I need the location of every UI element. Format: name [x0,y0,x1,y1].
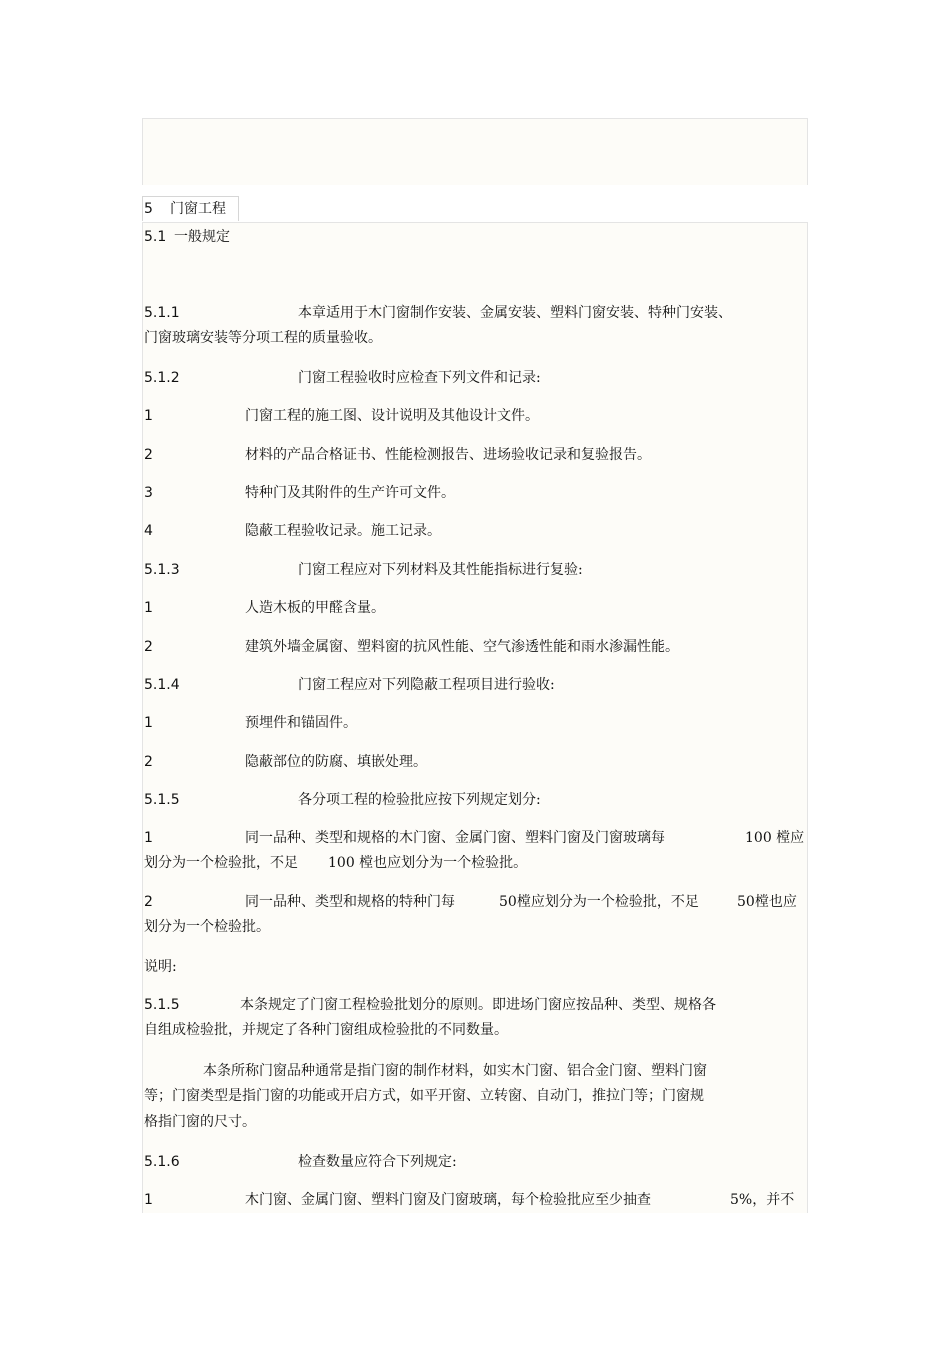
list-item: 划分为一个检验批，不足 [144,855,298,871]
list-item: 同一品种、类型和规格的木门窗、金属门窗、塑料门窗及门窗玻璃每 [245,830,665,846]
note-paragraph: 格指门窗的尺寸。 [144,1114,256,1130]
list-item: 同一品种、类型和规格的特种门每 [245,894,455,910]
section-title: 门窗工程 [170,201,226,217]
note-text: 本条规定了门窗工程检验批划分的原则。即进场门窗应按品种、类型、规格各 [240,997,716,1013]
list-number: 1 [144,715,153,731]
list-item: 100 樘也应划分为一个检验批。 [328,855,528,871]
list-number: 2 [144,754,153,770]
note-text: 自组成检验批，并规定了各种门窗组成检验批的不同数量。 [144,1022,508,1038]
subsection-title: 一般规定 [174,229,230,245]
list-item: 50樘也应 [737,894,797,910]
list-item: 100 樘应 [745,830,805,846]
list-item: 人造木板的甲醛含量。 [245,600,385,616]
list-item: 材料的产品合格证书、性能检测报告、进场验收记录和复验报告。 [245,447,651,463]
clause-number: 5.1.4 [144,677,180,693]
clause-number: 5.1.6 [144,1154,180,1170]
section-number: 5 [144,201,153,217]
list-number: 3 [144,485,153,501]
note-paragraph: 等；门窗类型是指门窗的功能或开启方式，如平开窗、立转窗、自动门，推拉门等；门窗规 [144,1088,704,1104]
list-item: 5%，并不 [730,1192,795,1208]
list-item: 预埋件和锚固件。 [245,715,357,731]
list-item: 隐蔽部位的防腐、填嵌处理。 [245,754,427,770]
list-number: 1 [144,408,153,424]
clause-number: 5.1.5 [144,997,180,1013]
note-paragraph: 本条所称门窗品种通常是指门窗的制作材料，如实木门窗、铝合金门窗、塑料门窗 [203,1063,707,1079]
clause-text: 门窗玻璃安装等分项工程的质量验收。 [144,330,382,346]
clause-text: 各分项工程的检验批应按下列规定划分: [298,792,541,808]
note-label: 说明: [144,959,177,975]
list-item: 木门窗、金属门窗、塑料门窗及门窗玻璃，每个检验批应至少抽查 [245,1192,651,1208]
clause-number: 5.1.2 [144,370,180,386]
clause-text: 门窗工程应对下列隐蔽工程项目进行验收: [298,677,555,693]
list-number: 2 [144,894,153,910]
clause-number: 5.1.5 [144,792,180,808]
list-item: 特种门及其附件的生产许可文件。 [245,485,455,501]
list-number: 1 [144,600,153,616]
list-number: 4 [144,523,153,539]
list-number: 1 [144,1192,153,1208]
list-item: 门窗工程的施工图、设计说明及其他设计文件。 [245,408,539,424]
clause-number: 5.1.1 [144,305,180,321]
subsection-number: 5.1 [144,229,167,245]
clause-text: 门窗工程验收时应检查下列文件和记录: [298,370,541,386]
header-blank-box [142,118,808,185]
list-number: 1 [144,830,153,846]
list-item: 50樘应划分为一个检验批，不足 [499,894,699,910]
list-item: 划分为一个检验批。 [144,919,270,935]
list-number: 2 [144,447,153,463]
clause-text: 门窗工程应对下列材料及其性能指标进行复验: [298,562,583,578]
list-item: 建筑外墙金属窗、塑料窗的抗风性能、空气渗透性能和雨水渗漏性能。 [245,639,679,655]
list-number: 2 [144,639,153,655]
clause-number: 5.1.3 [144,562,180,578]
clause-text: 检查数量应符合下列规定: [298,1154,457,1170]
list-item: 隐蔽工程验收记录。施工记录。 [245,523,441,539]
clause-text: 本章适用于木门窗制作安装、金属安装、塑料门窗安装、特种门安装、 [298,305,732,321]
